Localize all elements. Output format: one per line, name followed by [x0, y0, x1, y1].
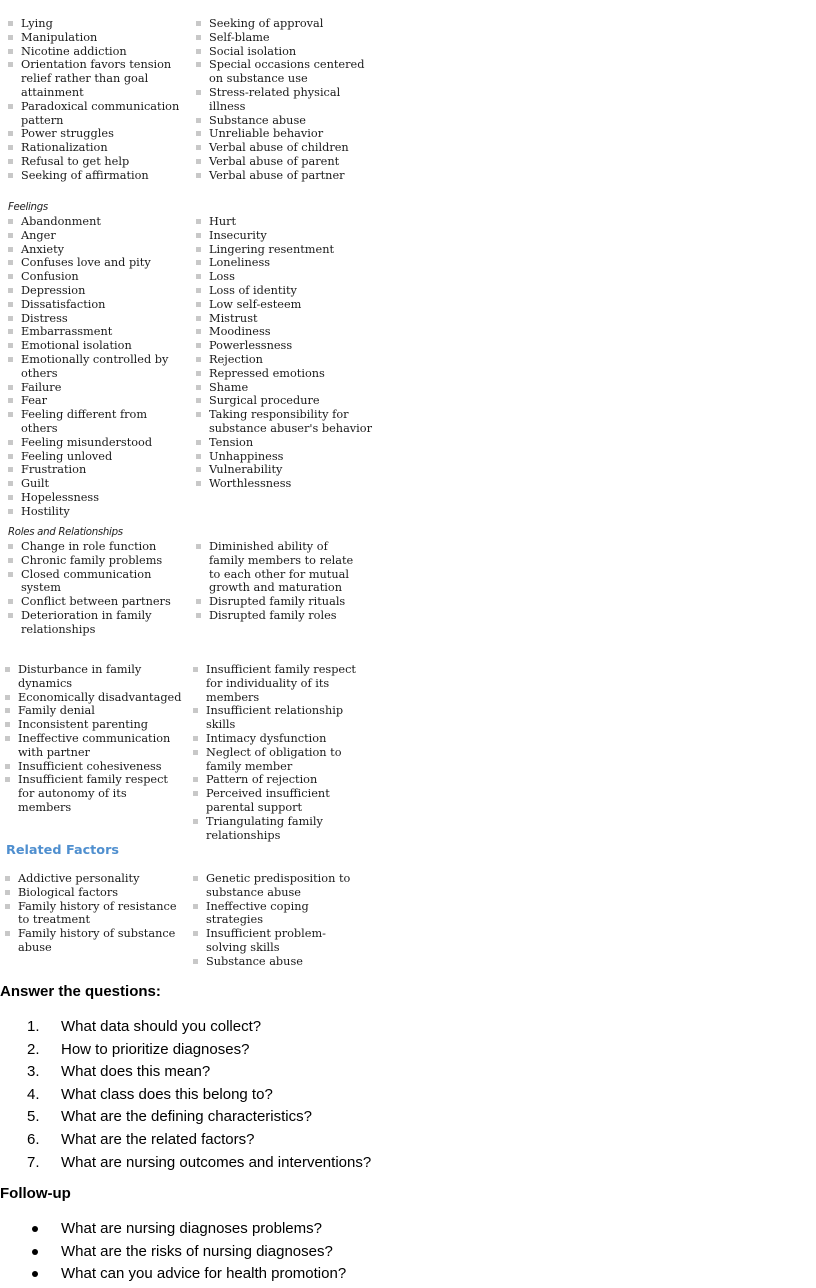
followup-item [0, 1241, 346, 1264]
behaviors-left-column [8, 17, 186, 183]
questions-heading: Answer the questions: [0, 983, 161, 1000]
list-item: Intimacy dysfunction [193, 732, 373, 746]
list-item: Family denial [5, 704, 183, 718]
list-item: Substance abuse [193, 955, 355, 969]
question-text: What are the defining characteristics? [61, 1108, 312, 1126]
list-item: Manipulation [8, 31, 186, 45]
list-item: Ineffective communication with partner [5, 732, 183, 760]
list-item: Seeking of affirmation [8, 169, 186, 183]
list-item: Vulnerability [196, 463, 376, 477]
family-right-column [193, 663, 373, 842]
related-factors-left-column [5, 872, 183, 955]
question-text: What class does this belong to? [61, 1085, 273, 1103]
behaviors-block [8, 17, 808, 187]
list-item: Lying [8, 17, 186, 31]
question-item [0, 1106, 371, 1129]
list-item: Deterioration in family relationships [8, 609, 186, 637]
list-item: Seeking of approval [196, 17, 376, 31]
questions-list [0, 1016, 371, 1174]
question-text: What does this mean? [61, 1063, 211, 1081]
list-item: Anger [8, 229, 186, 243]
list-item: Insufficient problem-solving skills [193, 927, 355, 955]
feelings-left-column [8, 215, 186, 519]
question-item [0, 1129, 371, 1152]
list-item: Insufficient family respect for autonomy of its members [5, 773, 183, 814]
family-block [5, 663, 805, 842]
list-item: Insufficient family respect for individuality of its members [193, 663, 373, 704]
list-item: Verbal abuse of partner [196, 169, 376, 183]
list-item: Depression [8, 284, 186, 298]
list-item: Family history of resistance to treatment [5, 900, 183, 928]
list-item: Economically disadvantaged [5, 691, 183, 705]
list-item: Biological factors [5, 886, 183, 900]
roles-block [8, 540, 808, 636]
related-factors-right-column [193, 872, 355, 969]
roles-right-column [196, 540, 364, 623]
list-item: Hostility [8, 505, 186, 519]
list-item: Lingering resentment [196, 243, 376, 257]
list-item: Disrupted family rituals [196, 595, 364, 609]
list-item: Insufficient cohesiveness [5, 760, 183, 774]
related-factors-block [5, 872, 805, 968]
followup-text: What can you advice for health promotion? [61, 1265, 347, 1283]
list-item: Taking responsibility for substance abuser's behavior [196, 408, 376, 436]
list-item: Refusal to get help [8, 155, 186, 169]
list-item: Emotional isolation [8, 339, 186, 353]
list-item: Verbal abuse of children [196, 141, 376, 155]
feelings-block [8, 215, 808, 518]
family-left-column [5, 663, 183, 815]
list-item: Disturbance in family dynamics [5, 663, 183, 691]
list-item: Tension [196, 436, 376, 450]
list-item: Powerlessness [196, 339, 376, 353]
list-item: Dissatisfaction [8, 298, 186, 312]
list-item: Moodiness [196, 325, 376, 339]
list-item: Rationalization [8, 141, 186, 155]
list-item: Loss [196, 270, 376, 284]
question-number: 1. [27, 1018, 40, 1035]
list-item: Addictive personality [5, 872, 183, 886]
list-item: Failure [8, 381, 186, 395]
bullet-icon [32, 1226, 38, 1232]
list-item: Shame [196, 381, 376, 395]
list-item: Family history of substance abuse [5, 927, 183, 955]
list-item: Insufficient relationship skills [193, 704, 373, 732]
followup-item [0, 1263, 346, 1286]
list-item: Feeling misunderstood [8, 436, 186, 450]
question-text: What are nursing outcomes and interventions? [61, 1153, 372, 1171]
list-item: Disrupted family roles [196, 609, 364, 623]
question-item [0, 1061, 371, 1084]
bullet-icon [32, 1249, 38, 1255]
list-item: Conflict between partners [8, 595, 186, 609]
list-item: Triangulating family relationships [193, 815, 373, 843]
list-item: Fear [8, 394, 186, 408]
list-item: Power struggles [8, 127, 186, 141]
list-item: Ineffective coping strategies [193, 900, 355, 928]
question-item [0, 1152, 371, 1175]
list-item: Repressed emotions [196, 367, 376, 381]
question-item [0, 1039, 371, 1062]
question-text: How to prioritize diagnoses? [61, 1040, 250, 1058]
list-item: Pattern of rejection [193, 773, 373, 787]
list-item: Unhappiness [196, 450, 376, 464]
list-item: Neglect of obligation to family member [193, 746, 373, 774]
list-item: Confuses love and pity [8, 256, 186, 270]
bullet-icon [32, 1271, 38, 1277]
list-item: Rejection [196, 353, 376, 367]
list-item: Self-blame [196, 31, 376, 45]
list-item: Verbal abuse of parent [196, 155, 376, 169]
list-item: Worthlessness [196, 477, 376, 491]
question-number: 6. [27, 1130, 40, 1148]
feelings-right-column [196, 215, 376, 491]
list-item: Unreliable behavior [196, 127, 376, 141]
list-item: Frustration [8, 463, 186, 477]
list-item: Emotionally controlled by others [8, 353, 186, 381]
list-item: Special occasions centered on substance use [196, 58, 376, 86]
followup-item [0, 1218, 346, 1241]
question-text: What data should you collect? [61, 1018, 262, 1035]
related-factors-heading: Related Factors [6, 843, 120, 858]
behaviors-right-column [196, 17, 376, 183]
followup-heading: Follow-up [0, 1185, 71, 1202]
feelings-heading: Feelings [8, 202, 48, 213]
list-item: Orientation favors tension relief rather than goal attainment [8, 58, 186, 99]
list-item: Mistrust [196, 312, 376, 326]
list-item: Hopelessness [8, 491, 186, 505]
list-item: Chronic family problems [8, 554, 186, 568]
question-number: 5. [27, 1108, 40, 1126]
list-item: Diminished ability of family members to relate to each other for mutual growth and maturation [196, 540, 364, 595]
list-item: Feeling different from others [8, 408, 186, 436]
followup-text: What are nursing diagnoses problems? [61, 1220, 322, 1237]
question-number: 3. [27, 1063, 40, 1081]
roles-left-column [8, 540, 186, 637]
list-item: Loneliness [196, 256, 376, 270]
list-item: Perceived insufficient parental support [193, 787, 373, 815]
list-item: Hurt [196, 215, 376, 229]
list-item: Substance abuse [196, 114, 376, 128]
roles-heading: Roles and Relationships [8, 527, 123, 538]
list-item: Feeling unloved [8, 450, 186, 464]
question-number: 7. [27, 1153, 40, 1171]
list-item: Closed communication system [8, 568, 186, 596]
question-number: 2. [27, 1040, 40, 1058]
list-item: Loss of identity [196, 284, 376, 298]
list-item: Nicotine addiction [8, 45, 186, 59]
question-item [0, 1016, 371, 1039]
list-item: Paradoxical communication pattern [8, 100, 186, 128]
list-item: Insecurity [196, 229, 376, 243]
list-item: Stress-related physical illness [196, 86, 376, 114]
list-item: Genetic predisposition to substance abuse [193, 872, 355, 900]
list-item: Inconsistent parenting [5, 718, 183, 732]
question-text: What are the related factors? [61, 1130, 255, 1148]
list-item: Surgical procedure [196, 394, 376, 408]
followup-list [0, 1218, 346, 1286]
question-item [0, 1084, 371, 1107]
question-number: 4. [27, 1085, 40, 1103]
list-item: Embarrassment [8, 325, 186, 339]
list-item: Change in role function [8, 540, 186, 554]
list-item: Guilt [8, 477, 186, 491]
list-item: Confusion [8, 270, 186, 284]
list-item: Social isolation [196, 45, 376, 59]
list-item: Anxiety [8, 243, 186, 257]
list-item: Distress [8, 312, 186, 326]
followup-text: What are the risks of nursing diagnoses? [61, 1242, 333, 1260]
list-item: Abandonment [8, 215, 186, 229]
list-item: Low self-esteem [196, 298, 376, 312]
